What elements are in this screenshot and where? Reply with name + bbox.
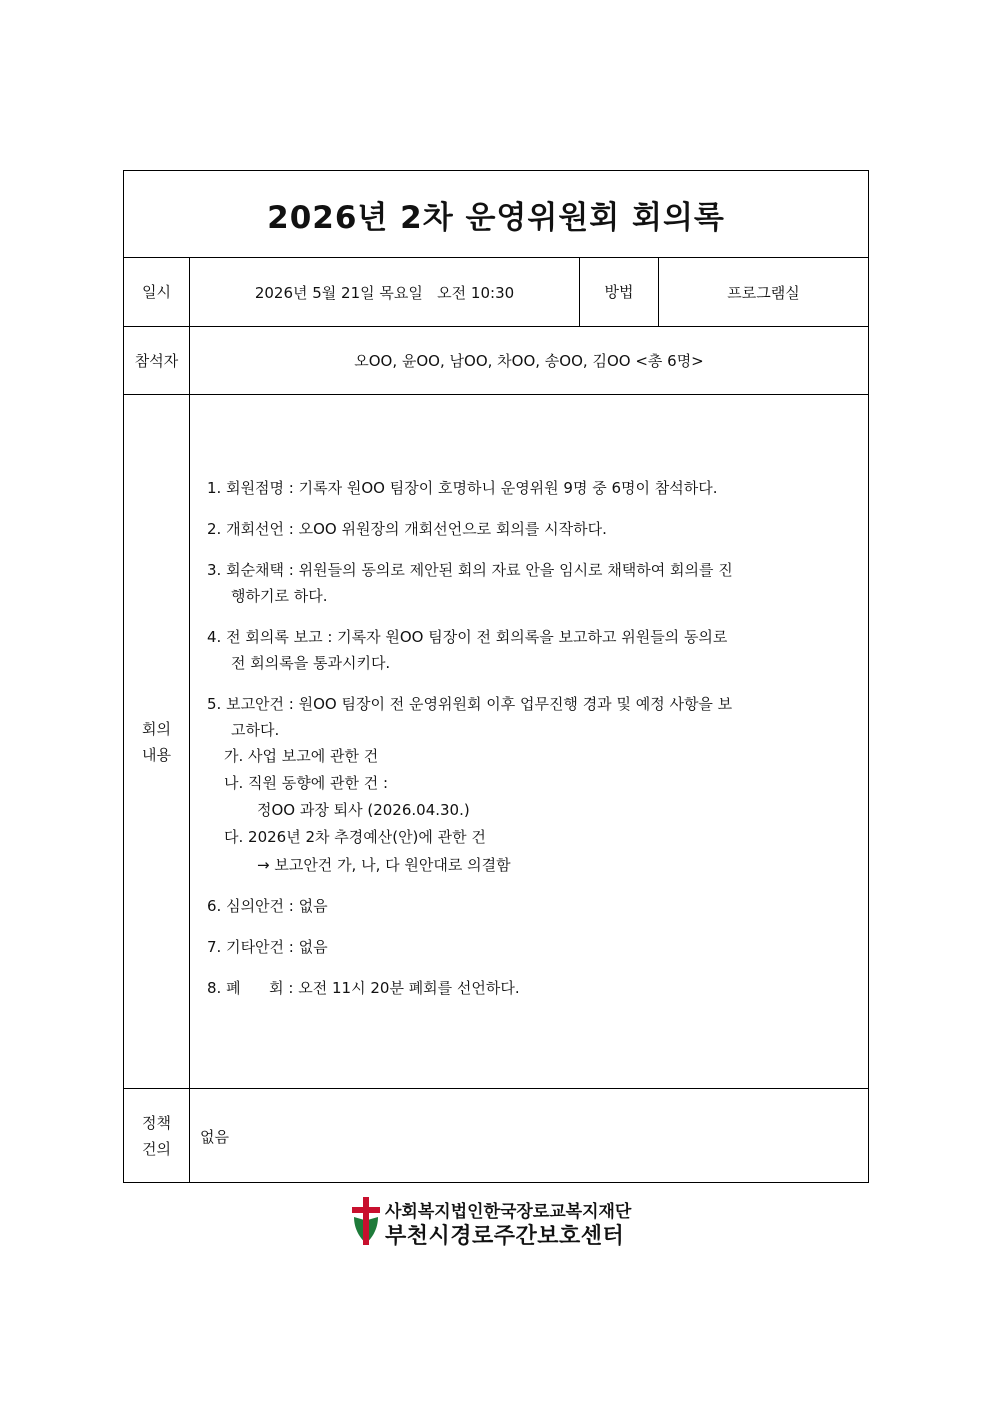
agenda-item-3: 3. 회순채택 : 위원들의 동의로 제안된 회의 자료 안을 임시로 채택하여 회의를 진 행하기로 하다.	[207, 561, 733, 605]
row-divider	[124, 394, 868, 395]
policy-value: 없음	[200, 1127, 229, 1146]
footer-organization-name: 사회복지법인한국장로교복지재단	[385, 1202, 632, 1222]
policy-label: 정책 건의	[142, 1113, 171, 1158]
agenda-item-1: 1. 회원점명 : 기록자 원OO 팀장이 호명하니 운영위원 9명 중 6명이 참석하다.	[207, 479, 718, 497]
agenda-item-8: 8. 폐 회 : 오전 11시 20분 폐회를 선언하다.	[207, 979, 520, 997]
method-value: 프로그램실	[727, 283, 800, 302]
date-label: 일시	[142, 283, 171, 301]
agenda-item-2: 2. 개회선언 : 오OO 위원장의 개회선언으로 회의를 시작하다.	[207, 520, 607, 538]
agenda-item-6: 6. 심의안건 : 없음	[207, 897, 328, 915]
date-value: 2026년 5월 21일 목요일 오전 10:30	[254, 283, 515, 302]
report-sub-item-na: 나. 직원 동향에 관한 건 :	[224, 774, 389, 792]
report-conclusion: → 보고안건 가, 나, 다 원안대로 의결함	[257, 856, 511, 874]
content-label: 회의 내용	[142, 719, 171, 764]
label-column-divider	[189, 257, 190, 1182]
report-sub-item-ga: 가. 사업 보고에 관한 건	[224, 747, 379, 765]
footer-center-name: 부천시경로주간보호센터	[385, 1224, 625, 1249]
meeting-content	[207, 475, 847, 1016]
attendees-value: 오OO, 윤OO, 남OO, 차OO, 송OO, 김OO <총 6명>	[354, 352, 704, 370]
method-label: 방법	[604, 283, 634, 301]
agenda-item-4: 4. 전 회의록 보고 : 기록자 원OO 팀장이 전 회의록을 보고하고 위원들의 동의로 전 회의록을 통과시키다.	[207, 628, 728, 672]
report-sub-item-da: 다. 2026년 2차 추경예산(안)에 관한 건	[224, 828, 486, 846]
report-sub-item-na-detail: 정OO 과장 퇴사 (2026.04.30.)	[257, 801, 470, 819]
document-title: 2026년 2차 운영위원회 회의록	[267, 199, 725, 236]
agenda-item-7: 7. 기타안건 : 없음	[207, 938, 328, 956]
document-title-cell	[124, 171, 868, 257]
cross-logo-icon	[348, 1195, 384, 1247]
agenda-item-5: 5. 보고안건 : 원OO 팀장이 전 운영위원회 이후 업무진행 경과 및 예정 사항을 보 고하다.	[207, 695, 733, 739]
minutes-table	[123, 170, 869, 1183]
attendees-label: 참석자	[134, 351, 179, 370]
row-divider	[124, 1088, 868, 1089]
